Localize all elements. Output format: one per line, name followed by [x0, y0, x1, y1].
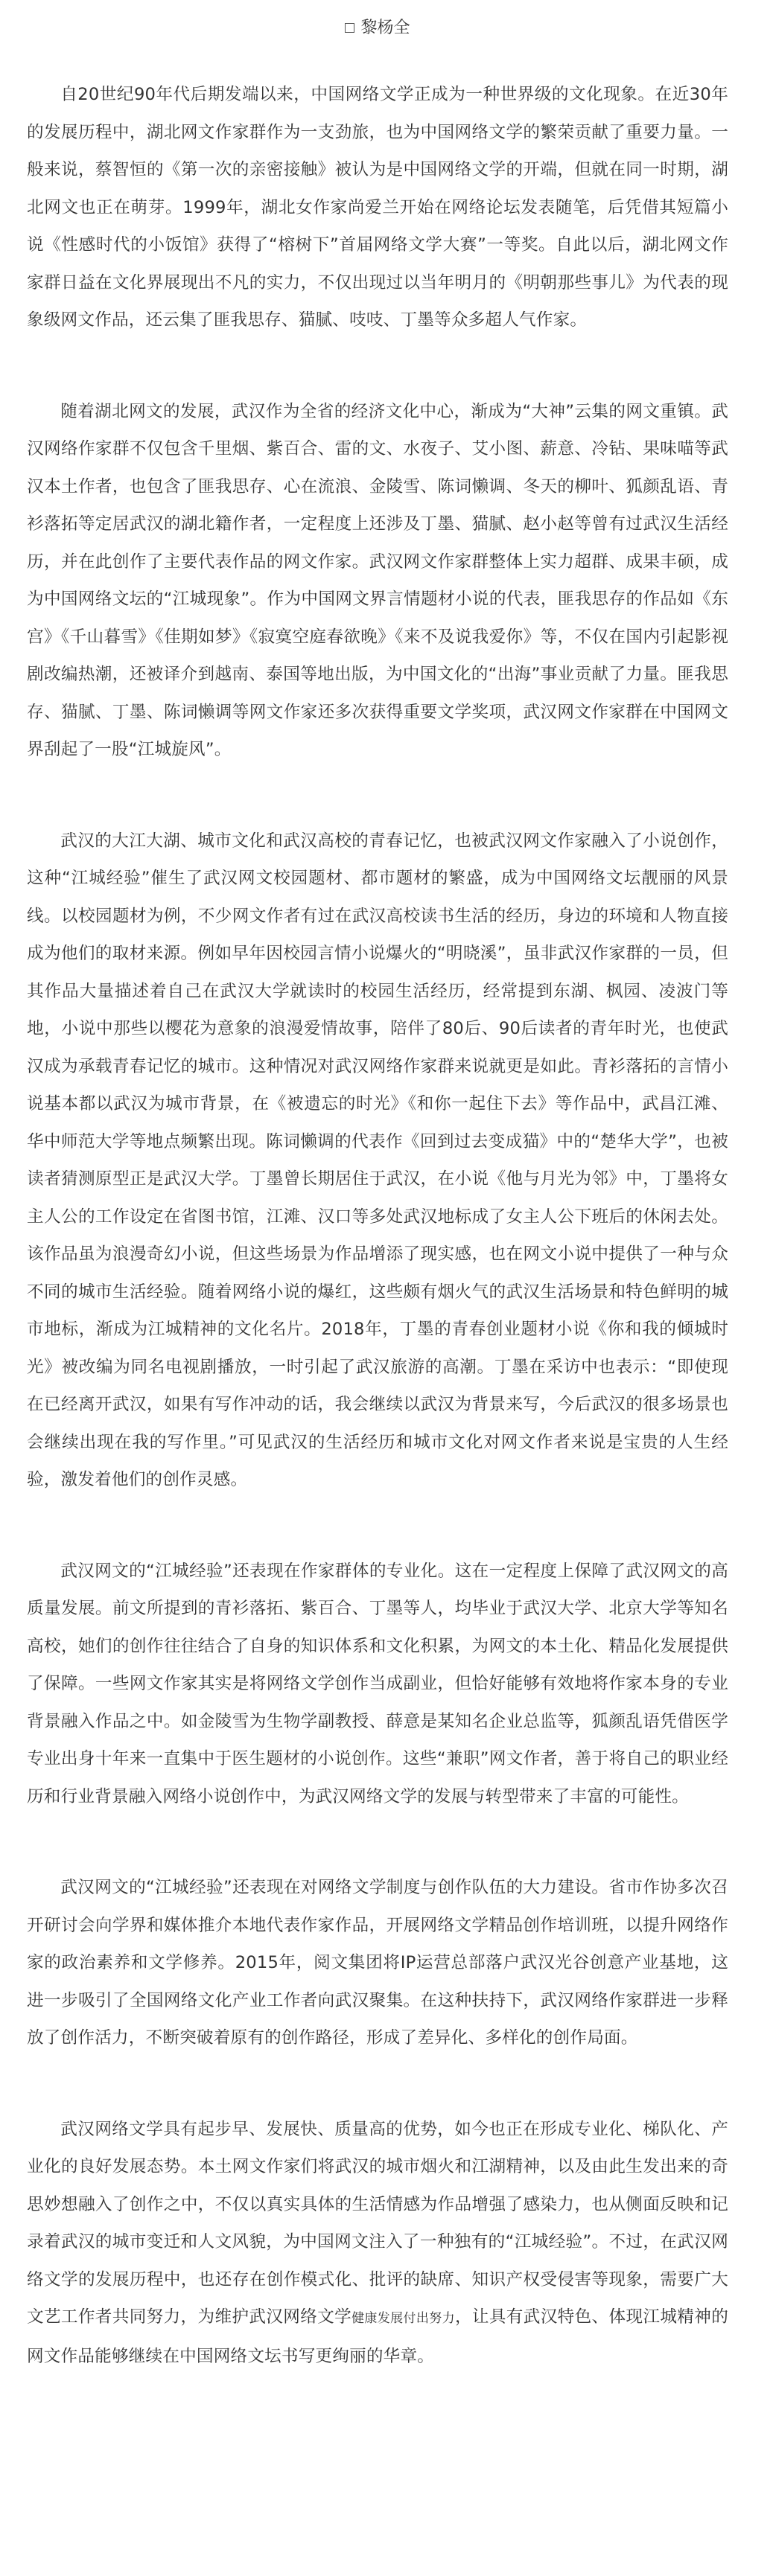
article-paragraph: 随着湖北网文的发展，武汉作为全省的经济文化中心，渐成为“大神”云集的网文重镇。武汉网络作家群不仅包含千里烟、紫百合、雷的文、水夜子、艾小图、薪意、冷钻、果味喵等武汉本土作者，也包含了匪我思存、心在流浪、金陵雪、陈词懒调、冬天的柳叶、狐颜乱语、青衫落拓等定居武汉的湖北籍作者，一定程度上还涉及丁墨、猫腻、赵小赵等曾有过武汉生活经历，并在此创作了主要代表作品的网文作家。武汉网文作家群整体上实力超群、成果丰硕，成为中国网络文坛的“江城现象”。作为中国网文界言情题材小说的代表，匪我思存的作品如《东宫》《千山暮雪》《佳期如梦》《寂寞空庭春欲晚》《来不及说我爱你》等，不仅在国内引起影视剧改编热潮，还被译介到越南、泰国等地出版，为中国文化的“出海”事业贡献了力量。匪我思存、猫腻、丁墨、陈词懒调等网文作家还多次获得重要文学奖项，武汉网文作家群在中国网文界刮起了一股“江城旋风”。 [27, 401, 728, 759]
paragraph-text: 武汉网络文学具有起步早、发展快、质量高的优势，如今也正在形成专业化、梯队化、产业化的良好发展态势。本土网文作家们将武汉的城市烟火和江湖精神，以及由此生发出来的奇思妙想融入了创作之中，不仅以真实具体的生活情感为作品增强了感染力，也从侧面反映和记录着武汉的城市变迁和人文风貌，为中国网文注入了一种独有的“江城经验”。不过，在武汉网络文学的发展历程中，也还存在创作模式化、批评的缺席、知识产权受侵害等现象，需要广大文艺工作者共同努力，为维护武汉网络文学 [27, 2119, 728, 2327]
author-name: 黎杨全 [360, 19, 410, 37]
article-paragraph: 武汉的大江大湖、城市文化和武汉高校的青春记忆，也被武汉网文作家融入了小说创作，这种“江城经验”催生了武汉网文校园题材、都市题材的繁盛，成为中国网络文坛靓丽的风景线。以校园题材为例，不少网文作者有过在武汉高校读书生活的经历，身边的环境和人物直接成为他们的取材来源。例如早年因校园言情小说爆火的“明晓溪”，虽非武汉作家群的一员，但其作品大量描述着自己在武汉大学就读时的校园生活经历，经常提到东湖、枫园、凌波门等地，小说中那些以樱花为意象的浪漫爱情故事，陪伴了80后、90后读者的青年时光，也使武汉成为承载青春记忆的城市。这种情况对武汉网络作家群来说就更是如此。青衫落拓的言情小说基本都以武汉为城市背景，在《被遗忘的时光》《和你一起住下去》等作品中，武昌江滩、华中师范大学等地点频繁出现。陈词懒调的代表作《回到过去变成猫》中的“楚华大学”，也被读者猜测原型正是武汉大学。丁墨曾长期居住于武汉，在小说《他与月光为邻》中，丁墨将女主人公的工作设定在省图书馆，江滩、汉口等多处武汉地标成了女主人公下班后的休闲去处。该作品虽为浪漫奇幻小说，但这些场景为作品增添了现实感，也在网文小说中提供了一种与众不同的城市生活经验。随着网络小说的爆红，这些颇有烟火气的武汉生活场景和特色鲜明的城市地标，渐成为江城精神的文化名片。2018年，丁墨的青春创业题材小说《你和我的倾城时光》被改编为同名电视剧播放，一时引起了武汉旅游的高潮。丁墨在采访中也表示：“即使现在已经离开武汉，如果有写作冲动的话，我会继续以武汉为背景来写，今后武汉的很多场景也会继续出现在我的写作里。”可见武汉的生活经历和城市文化对网文作者来说是宝贵的人生经验，激发着他们的创作灵感。 [27, 831, 729, 1489]
article-paragraph: 自20世纪90年代后期发端以来，中国网络文学正成为一种世界级的文化现象。在近30年的发展历程中，湖北网文作家群作为一支劲旅，也为中国网络文学的繁荣贡献了重要力量。一般来说，蔡智恒的《第一次的亲密接触》被认为是中国网络文学的开端，但就在同一时期，湖北网文也正在萌芽。1999年，湖北女作家尚爱兰开始在网络论坛发表随笔，后凭借其短篇小说《性感时代的小饭馆》获得了“榕树下”首届网络文学大赛”一等奖。自此以后，湖北网文作家群日益在文化界展现出不凡的实力，不仅出现过以当年明月的《明朝那些事儿》为代表的现象级网文作品，还云集了匪我思存、猫腻、吱吱、丁墨等众多超人气作家。 [27, 85, 728, 330]
paragraph-small-text: 健康发展付出努力 [351, 2311, 455, 2326]
article-paragraph: 武汉网文的“江城经验”还表现在作家群体的专业化。这在一定程度上保障了武汉网文的高质量发展。前文所提到的青衫落拓、紫百合、丁墨等人，均毕业于武汉大学、北京大学等知名高校，她们的创作往往结合了自身的知识体系和文化积累，为网文的本土化、精品化发展提供了保障。一些网文作家其实是将网络文学创作当成副业，但恰好能够有效地将作家本身的专业背景融入作品之中。如金陵雪为生物学副教授、薛意是某知名企业总监等，狐颜乱语凭借医学专业出身十年来一直集中于医生题材的小说创作。这些“兼职”网文作者，善于将自己的职业经历和行业背景融入网络小说创作中，为武汉网络文学的发展与转型带来了丰富的可能性。 [27, 1561, 728, 1806]
author-byline [27, 13, 728, 43]
article-paragraph-last [27, 2111, 728, 2376]
article-paragraph: 武汉网文的“江城经验”还表现在对网络文学制度与创作队伍的大力建设。省市作协多次召开研讨会向学界和媒体推介本地代表作家作品，开展网络文学精品创作培训班，以提升网络作家的政治素养和文学修养。2015年，阅文集团将IP运营总部落户武汉光谷创意产业基地，这进一步吸引了全国网络文化产业工作者向武汉聚集。在这种扶持下，武汉网络作家群进一步释放了创作活力，不断突破着原有的创作路径，形成了差异化、多样化的创作局面。 [27, 1878, 728, 2048]
paragraph-text-tail: ，让具有武汉特色、体现江城精神的网文作品能够继续在中国网络文坛书写更绚丽的华章。 [27, 2307, 728, 2366]
square-bullet-icon [345, 23, 354, 33]
